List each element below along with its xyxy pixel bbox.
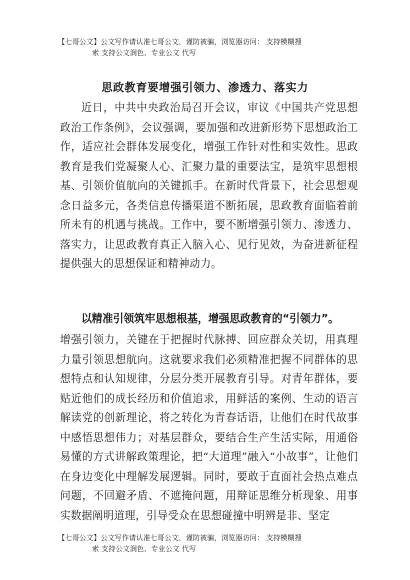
paragraph-leadership-text: 增强引领力，关键在于把握时代脉搏、回应群众关切，用真理力量引领思想航向。这就要求我们必须精准把握不同群体的思想特点和认知规律，分层分类开展教育引导。对青年群体，要贴近他们的成长经历和价值追求，用鲜活的案例、生动的语言解读党的创新理论，将之转化为青春话语，让他们在时代故事中感悟思想伟力；对基层群众，要结合生产生活实际，用通俗易懂的方式讲解政策理论，把“大道理”融入“小故事”，让他们在身边变化中理解发展逻辑。同时，要敢于直面社会热点难点问题，不回避矛盾、不遮掩问题，用辩证思维分析现象、用事实数据阐明道理，引导受众在思想碰撞中明辨是非、坚定 — [60, 334, 358, 522]
header-banner-line2: 索 支持公文润色、专业公文 代写 — [92, 48, 197, 57]
document-title: 思政教育要增强引领力、渗透力、落实力 — [101, 81, 309, 94]
paragraph-intro — [60, 99, 358, 275]
footer-banner — [58, 533, 358, 554]
paragraph-intro-text: 近日，中共中央政治局召开会议，审议《中国共产党思想政治工作条例》，会议强调，要加强和改进新形势下思想政治工作，适应社会群体发展变化，增强工作针对性和实效性。思政教育是我们党凝聚人心、汇聚力量的重要法宝，是筑牢思想根基、引领价值航向的关键抓手。在新时代背景下，社会思想观念日益多元，各类信息传播渠道不断拓展，思政教育面临着前所未有的机遇与挑战。工作中，要不断增强引领力、渗透力、落实力，让思政教育真正入脑入心、见行见效，为奋进新征程提供强大的思想保证和精神动力。 — [60, 102, 358, 270]
paragraph-leadership — [60, 331, 358, 525]
footer-banner-line2: 索 支持公文润色、专业公文 代写 — [92, 544, 197, 553]
header-banner-line1: 【七哥公文】公文写作请认准七哥公文，谨防被骗，浏览器访问： 支持模糊搜 — [58, 38, 302, 46]
header-banner — [58, 37, 358, 58]
section-heading: 以精准引领筑牢思想根基，增强思政教育的“引领力”。 — [81, 313, 339, 325]
footer-banner-line1: 【七哥公文】公文写作请认准七哥公文，谨防被骗，浏览器访问： 支持模糊搜 — [58, 534, 302, 542]
